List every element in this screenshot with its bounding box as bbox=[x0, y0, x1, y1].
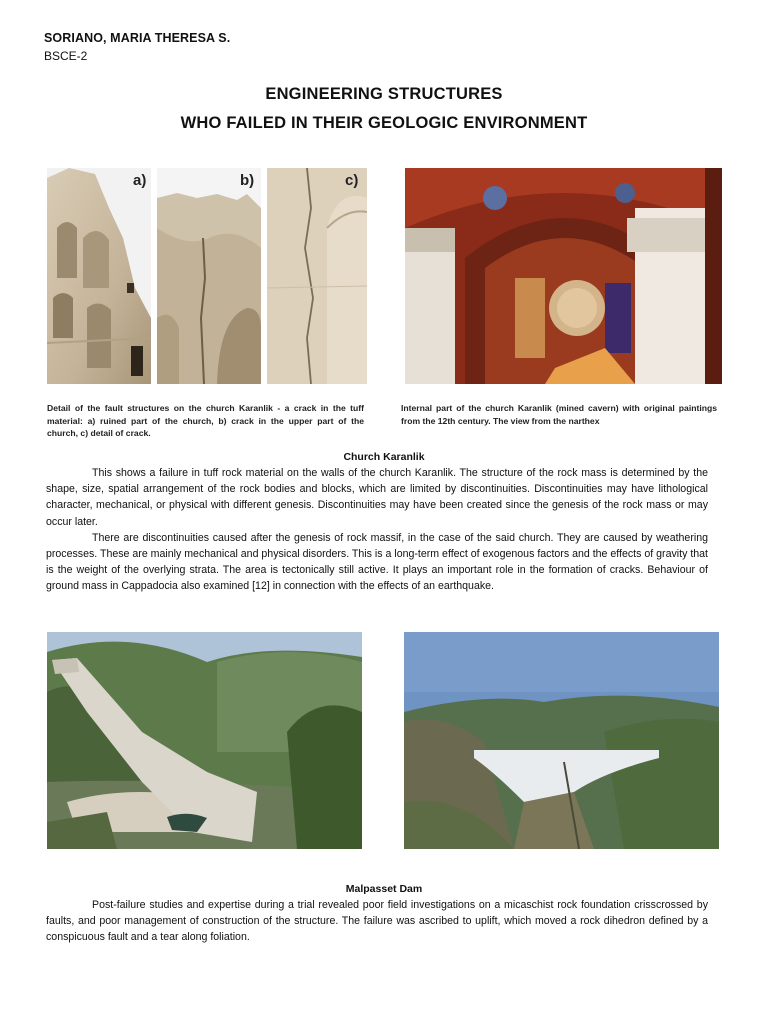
photo-malpasset-dam bbox=[404, 632, 719, 849]
photo-a-ruined-church bbox=[47, 168, 151, 384]
figure-label-a: a) bbox=[133, 172, 147, 189]
church-paragraph-2: There are discontinuities caused after the genesis of rock massif, in the case of the said church. They are caused by weathering processes. These are mainly mechanical and physical disorders. This is a long-term effect of exogenous factors and the effects of gravity that is the weight of the overlying strata. The area is tectonically still active. It plays an important role in the formation of cracks. Behaviour of ground mass in Cappadocia also examined [12] in connection with the effects of an earthquake. bbox=[46, 531, 708, 593]
section-code: BSCE-2 bbox=[44, 49, 88, 63]
photo-dam-ruins bbox=[47, 632, 362, 849]
heading-malpasset-dam: Malpasset Dam bbox=[345, 883, 423, 895]
figure-label-b: b) bbox=[240, 172, 255, 189]
malpasset-dam-text bbox=[46, 897, 708, 946]
figure-label-c: c) bbox=[345, 172, 359, 189]
heading-church-karanlik: Church Karanlik bbox=[343, 451, 425, 463]
photo-church-interior bbox=[405, 168, 722, 384]
author-name: SORIANO, MARIA THERESA S. bbox=[44, 31, 231, 45]
church-paragraph-1: This shows a failure in tuff rock material on the walls of the church Karanlik. The structure of the rock mass is determined by the shape, size, spatial arrangement of the rock bodies and blocks, which are limited by discontinuities. Discontinuities may have lithological character, mechanical, or physical with different genesis. Discontinuities may have been created since the genesis of the rock mass or may occur later. bbox=[46, 467, 708, 528]
photo-c-crack-detail bbox=[267, 168, 367, 384]
photo-b-crack-upper bbox=[157, 168, 261, 384]
church-karanlik-text bbox=[46, 465, 708, 595]
caption-fault-structures: Detail of the fault structures on the church Karanlik - a crack in the tuff material: a) ruined part of the church, b) crack in the upper part of the church, c) detail of crack. bbox=[47, 403, 364, 438]
title-line-1: ENGINEERING STRUCTURES bbox=[265, 85, 503, 103]
title-line-2: WHO FAILED IN THEIR GEOLOGIC ENVIRONMENT bbox=[180, 114, 588, 132]
caption-church-interior: Internal part of the church Karanlik (mined cavern) with original paintings from the 12th century. The view from the narthex bbox=[401, 403, 717, 426]
dam-paragraph-1: Post-failure studies and expertise during a trial revealed poor field investigations on a micaschist rock foundation crisscrossed by faults, and poor management of construction of the structure. The failure was ascribed to uplift, which moved a rock dihedron defined by a conspicuous fault and a tear along foliation. bbox=[46, 899, 708, 944]
